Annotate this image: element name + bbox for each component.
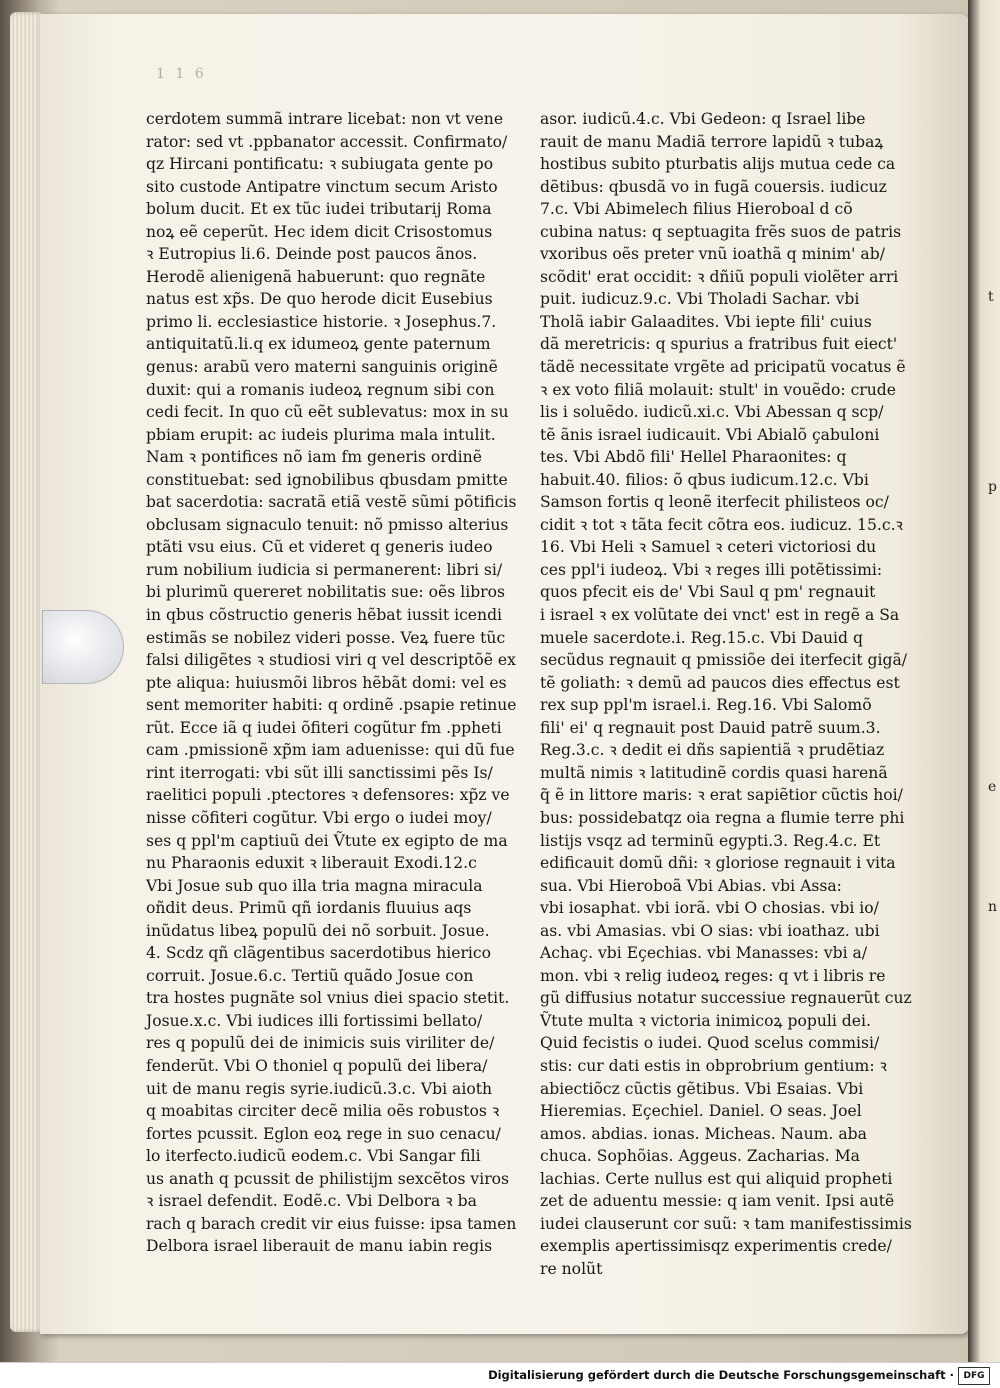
text-line: cedi fecit. In quo cũ eẽt sublevatus: mox in su <box>146 403 509 422</box>
text-line: puit. iudicuz.9.c. Vbi Tholadi Sachar. vbi <box>540 290 860 309</box>
right-text-column <box>540 108 915 1280</box>
text-line: in qbus cõstructio generis hẽbat iussit icendi <box>146 606 503 625</box>
text-line: natus est xp̃s. De quo herode dicit Eusebius <box>146 290 493 309</box>
text-line: rauit de manu Madiã terrore lapidũ ꝛ tubaꝝ <box>540 132 884 151</box>
text-line: bat sacerdotia: sacratã etiã vestẽ sũmi põtificis <box>146 493 517 512</box>
text-line: ꝛ israel defendit. Eodẽ.c. Vbi Delbora ꝛ ba <box>146 1192 477 1211</box>
text-line: listijs vsqz ad terminũ egypti.3. Reg.4.c. Et <box>540 831 881 850</box>
dfg-logo: DFG <box>958 1367 990 1385</box>
text-line: fenderũt. Vbi O thoniel q populũ dei libera/ <box>146 1056 488 1075</box>
text-line: tẽ ãnis israel iudicauit. Vbi Abialõ çabuloni <box>540 425 880 444</box>
text-line: abiectiõcz cũctis gẽtibus. Vbi Esaias. Vbi <box>540 1079 864 1098</box>
text-line: corruit. Josue.6.c. Tertiũ quãdo Josue con <box>146 966 474 985</box>
text-line: Josue.x.c. Vbi iudices illi fortissimi bellato/ <box>146 1011 483 1030</box>
text-line: fortes pcussit. Eglon eoꝝ rege in suo cenacu/ <box>146 1124 501 1143</box>
book-page-edges <box>10 12 44 1332</box>
text-line: genus: arabũ vero materni sanguinis originẽ <box>146 358 498 377</box>
text-line: scõdit' erat occidit: ꝛ dñiũ populi violẽter arri <box>540 267 899 286</box>
text-line: rũt. Ecce iã q iudei õfiteri cogũtur fm .ppheti <box>146 718 502 737</box>
text-line: nu Pharaonis eduxit ꝛ liberauit Exodi.12.c <box>146 854 477 873</box>
facing-page-mark: p <box>988 479 997 495</box>
text-line: q̃ ẽ in littore maris: ꝛ erat sapiẽtior cũctis hoi/ <box>540 786 903 805</box>
text-line: Delbora israel liberauit de manu iabin regis <box>146 1237 493 1256</box>
text-line: ces ppl'i iudeoꝝ. Vbi ꝛ reges illi potẽtissimi: <box>540 560 883 579</box>
text-line: cerdotem summã intrare licebat: non vt vene <box>146 110 504 128</box>
text-line: uit de manu regis syrie.iudicũ.3.c. Vbi aioth <box>146 1079 493 1098</box>
footer-bar <box>0 1362 1000 1388</box>
text-line: stis: cur dati estis in obprobrium gentium: ꝛ <box>540 1056 887 1075</box>
text-line: bolum ducit. Et ex tũc iudei tributarij Roma <box>146 200 492 219</box>
text-line: lis i soluẽdo. iudicũ.xi.c. Vbi Abessan q scp/ <box>540 403 884 422</box>
text-line: amos. abdias. ionas. Micheas. Naum. aba <box>540 1124 867 1143</box>
text-line: pte aliqua: huiusmõi libros hẽbãt domi: vel es <box>146 673 507 692</box>
text-line: oñdit deus. Primũ qñ iordanis fluuius aqs <box>146 899 472 918</box>
text-line: rex sup ppl'm israel.i. Reg.16. Vbi Salomõ <box>540 696 872 715</box>
text-line: estimãs se nobilez videri posse. Veꝝ fuere tũc <box>146 628 506 647</box>
text-line: ptãti vsu eius. Cũ et videret q generis iudeo <box>146 538 493 557</box>
text-line: sent memoriter habiti: q ordinẽ .psapie retinue <box>146 696 517 715</box>
text-line: vxoribus oẽs preter vnũ ioathã q minim' ab/ <box>540 245 885 264</box>
text-line: rum nobilium iudicia si permanerent: libri si/ <box>146 560 503 579</box>
text-line: rach q barach credit vir eius fuisse: ipsa tamen <box>146 1214 517 1233</box>
text-line: lo iterfecto.iudicũ eodem.c. Vbi Sangar fili <box>146 1147 481 1166</box>
text-line: exemplis apertissimisqz experimentis crede/ <box>540 1237 892 1256</box>
facing-page-mark: t <box>988 289 994 305</box>
text-line: Achaç. vbi Eçechias. vbi Manasses: vbi a/ <box>540 944 868 963</box>
text-line: cidit ꝛ tot ꝛ tãta fecit cõtra eos. iudicuz. 15.c.ꝛ <box>540 515 903 534</box>
text-line: 4. Scdz qñ clãgentibus sacerdotibus hierico <box>146 944 492 963</box>
text-line: tra hostes pugnãte sol vnius diei spacio stetit. <box>146 989 510 1008</box>
text-line: cam .pmissionẽ xp̃m iam aduenisse: qui dũ fue <box>146 741 515 760</box>
text-line: quos pfecit eis de' Vbi Saul q pm' regnauit <box>540 583 876 602</box>
text-line: pbiam erupit: ac iudeis plurima mala intulit. <box>146 425 496 444</box>
text-line: constituebat: sed ignobilibus qbusdam pmitte <box>146 470 508 489</box>
text-line: Tholã iabir Galaadites. Vbi iepte fili' cuius <box>540 312 872 331</box>
text-line: qz Hircani pontificatu: ꝛ subiugata gente po <box>146 155 494 174</box>
text-line: ꝛ ex voto filiã molauit: stult' in vouẽdo: crude <box>540 380 897 399</box>
text-line: dẽtibus: qbusdã vo in fugã couersis. iudicuz <box>540 177 887 196</box>
text-line: bi plurimũ quereret nobilitatis sue: oẽs libros <box>146 583 506 602</box>
text-line: duxit: qui a romanis iudeoꝝ regnum sibi con <box>146 380 495 399</box>
text-line: lachias. Certe nullus est qui aliquid propheti <box>540 1169 893 1188</box>
text-line: obclusam signaculo tenuit: nõ pmisso alterius <box>146 515 509 534</box>
text-line: Nam ꝛ pontifices nõ iam fm generis ordinẽ <box>146 448 482 467</box>
text-line: 16. Vbi Heli ꝛ Samuel ꝛ ceteri victoriosi du <box>540 538 877 557</box>
text-line: rint iterrogati: vbi sũt illi sanctissimi pẽs Is/ <box>146 763 493 782</box>
text-line: Ṽtute multa ꝛ victoria inimicoꝝ populi dei. <box>540 1011 871 1030</box>
text-line: vbi iosaphat. vbi iorã. vbi O chosias. vbi io/ <box>540 899 879 918</box>
footer-credit: Digitalisierung gefördert durch die Deutsche Forschungsgemeinschaft · <box>488 1368 954 1382</box>
text-line: Reg.3.c. ꝛ dedit ei dñs sapientiã ꝛ prudẽtiaz <box>540 741 885 760</box>
facing-page-mark: n <box>988 899 998 915</box>
text-line: rator: sed vt .ppbanator accessit. Confirmato/ <box>146 132 508 151</box>
text-line: i israel ꝛ ex volũtate dei vnct' est in regẽ a Sa <box>540 606 900 625</box>
text-line: inũdatus libeꝝ populũ dei nõ sorbuit. Josue. <box>146 921 490 940</box>
text-line: noꝝ eẽ ceperũt. Hec idem dicit Crisostomus <box>146 222 493 241</box>
text-line: asor. iudicũ.4.c. Vbi Gedeon: q Israel libe <box>540 110 866 128</box>
text-line: fili' ei' q regnauit post Dauid patrẽ suum.3. <box>540 718 881 737</box>
text-line: mon. vbi ꝛ relig iudeoꝝ reges: q vt i libris re <box>540 966 886 985</box>
text-line: tẽ goliath: ꝛ demũ ad paucos dies effectus est <box>540 673 900 692</box>
page-clip <box>42 610 124 684</box>
text-line: tãdẽ necessitate vrgẽte ad pricipatũ vocatus ẽ <box>540 358 906 377</box>
text-line: ses q ppl'm captiuũ dei Ṽtute ex egipto de ma <box>146 831 508 850</box>
text-line: falsi diligẽtes ꝛ studiosi viri q vel descriptõẽ ex <box>146 651 516 670</box>
text-line: sito custode Antipatre vinctum secum Aristo <box>146 177 498 196</box>
facing-page-strip <box>968 0 1000 1362</box>
folio-number: 1 1 6 <box>156 66 207 82</box>
text-line: res q populũ dei de inimicis suis viriliter de/ <box>146 1034 495 1053</box>
text-line: sua. Vbi Hieroboã Vbi Abias. vbi Assa: <box>540 876 842 895</box>
text-line: us anath q pcussit de philistijm sexcẽtos viros <box>146 1169 510 1188</box>
text-line: Quid fecistis o iudei. Quod scelus commisi/ <box>540 1034 880 1053</box>
text-line: chuca. Sophõias. Aggeus. Zacharias. Ma <box>540 1147 860 1166</box>
text-line: muele sacerdote.i. Reg.15.c. Vbi Dauid q <box>540 628 863 647</box>
text-line: habuit.40. filios: õ qbus iudicum.12.c. Vbi <box>540 470 869 489</box>
text-line: multã nimis ꝛ latitudinẽ cordis quasi harenã <box>540 763 888 782</box>
text-line: as. vbi Amasias. vbi O sias: vbi ioathaz. ubi <box>540 921 880 940</box>
text-line: re nolũt <box>540 1259 603 1278</box>
text-line: Vbi Josue sub quo illa tria magna miracula <box>146 876 483 895</box>
text-line: cubina natus: q septuagita frẽs suos de patris <box>540 222 902 241</box>
text-line: Herodẽ alienigenã habuerunt: quo regnãte <box>146 267 486 286</box>
text-line: primo li. ecclesiastice historie. ꝛ Josephus.7. <box>146 312 497 331</box>
text-line: iudei clauserunt cor suũ: ꝛ tam manifestissimis <box>540 1214 912 1233</box>
text-line: antiquitatũ.li.q ex idumeoꝝ gente paternum <box>146 335 491 354</box>
text-line: zet de aduentu messie: q iam venit. Ipsi autẽ <box>540 1192 895 1211</box>
text-line: edificauit domũ dñi: ꝛ gloriose regnauit i vita <box>540 854 896 873</box>
text-line: bus: possidebatqz oia regna a flumie terre phi <box>540 808 905 827</box>
text-line: dã meretricis: q spurius a fratribus fuit eiect' <box>540 335 898 354</box>
facing-page-mark: e <box>988 779 997 795</box>
left-text-column <box>146 108 516 1258</box>
text-line: nisse cõfiteri cogũtur. Vbi ergo o iudei moy/ <box>146 808 492 827</box>
text-line: raelitici populi .ptectores ꝛ defensores: xp̃z ve <box>146 786 510 805</box>
text-line: 7.c. Vbi Abimelech filius Hieroboal d cõ <box>540 200 853 219</box>
text-line: Hieremias. Eçechiel. Daniel. O seas. Joel <box>540 1102 862 1121</box>
text-line: gũ diffusius notatur successiue regnauerũt cuz <box>540 989 912 1008</box>
text-line: q moabitas circiter decẽ milia oẽs robustos ꝛ <box>146 1102 500 1121</box>
text-line: Samson fortis q leonẽ iterfecit philisteos oc/ <box>540 493 889 512</box>
text-line: ꝛ Eutropius li.6. Deinde post paucos ãnos. <box>146 245 478 264</box>
text-line: tes. Vbi Abdõ fili' Hellel Pharaonites: q <box>540 448 847 467</box>
text-line: hostibus subito pturbatis alijs mutua cede ca <box>540 155 896 174</box>
text-line: secũdus regnauit q pmissiõe dei iterfecit gigã/ <box>540 651 908 670</box>
